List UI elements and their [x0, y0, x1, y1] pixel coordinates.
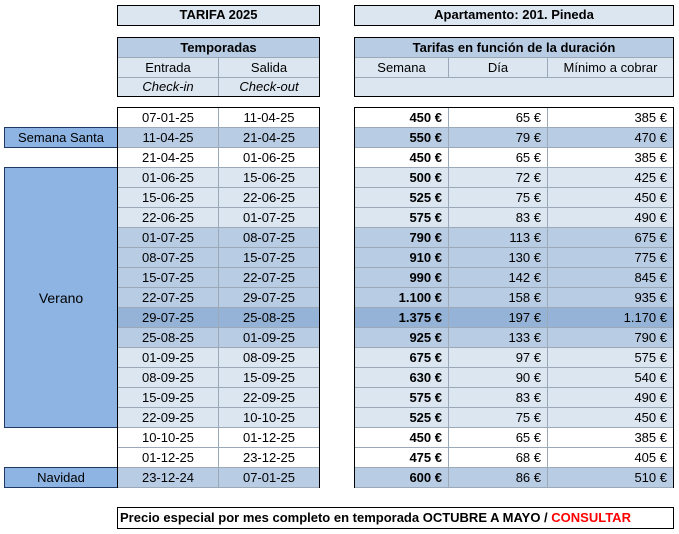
min-price: 425 €: [548, 168, 673, 188]
checkin-date: 08-09-25: [118, 368, 219, 388]
week-price: 475 €: [355, 448, 449, 468]
min-price: 790 €: [548, 328, 673, 348]
price-row: [355, 288, 673, 308]
day-price: 68 €: [449, 448, 548, 468]
price-row: [355, 328, 673, 348]
date-row: [118, 348, 319, 368]
checkout-date: 01-09-25: [219, 328, 319, 348]
checkin-date: 01-09-25: [118, 348, 219, 368]
tarifas-title: Tarifas en función de la duración: [355, 38, 673, 58]
season-label: Navidad: [37, 470, 85, 485]
week-price: 450 €: [355, 428, 449, 448]
checkout-date: 15-06-25: [219, 168, 319, 188]
col-checkout: Check-out: [239, 79, 299, 94]
week-price: 575 €: [355, 388, 449, 408]
date-row: [118, 468, 319, 488]
season-label: Semana Santa: [17, 130, 104, 145]
checkin-date: 15-09-25: [118, 388, 219, 408]
tarifa-title: TARIFA 2025: [117, 5, 320, 26]
day-price: 79 €: [449, 128, 548, 148]
temporadas-header: [117, 37, 320, 97]
col-salida: Salida: [219, 58, 319, 78]
checkin-date: 15-06-25: [118, 188, 219, 208]
min-price: 540 €: [548, 368, 673, 388]
temporadas-title: Temporadas: [118, 38, 319, 58]
consultar-link[interactable]: CONSULTAR: [551, 510, 631, 525]
price-row: [355, 108, 673, 128]
min-price: 450 €: [548, 188, 673, 208]
week-price: 450 €: [355, 108, 449, 128]
col-checkin: Check-in: [118, 78, 219, 96]
price-row: [355, 448, 673, 468]
checkout-date: 15-09-25: [219, 368, 319, 388]
day-price: 90 €: [449, 368, 548, 388]
season-semana-santa: [4, 127, 118, 148]
week-price: 550 €: [355, 128, 449, 148]
day-price: 113 €: [449, 228, 548, 248]
price-row: [355, 268, 673, 288]
apartment-title: Apartamento: 201. Pineda: [354, 5, 674, 26]
price-row: [355, 428, 673, 448]
day-price: 97 €: [449, 348, 548, 368]
week-price: 1.375 €: [355, 308, 449, 328]
date-row: [118, 168, 319, 188]
price-row: [355, 408, 673, 428]
checkout-date: 11-04-25: [219, 108, 319, 128]
min-price: 1.170 €: [548, 308, 673, 328]
day-price: 142 €: [449, 268, 548, 288]
date-row: [118, 408, 319, 428]
date-row: [118, 288, 319, 308]
min-price: 490 €: [548, 388, 673, 408]
week-price: 630 €: [355, 368, 449, 388]
week-price: 1.100 €: [355, 288, 449, 308]
day-price: 72 €: [449, 168, 548, 188]
checkout-date: 01-06-25: [219, 148, 319, 168]
price-row: [355, 188, 673, 208]
date-row: [118, 388, 319, 408]
day-price: 65 €: [449, 428, 548, 448]
min-price: 385 €: [548, 108, 673, 128]
date-row: [118, 308, 319, 328]
week-price: 525 €: [355, 408, 449, 428]
checkout-date: 10-10-25: [219, 408, 319, 428]
date-row: [118, 328, 319, 348]
day-price: 83 €: [449, 388, 548, 408]
week-price: 525 €: [355, 188, 449, 208]
day-price: 75 €: [449, 408, 548, 428]
checkout-date: 15-07-25: [219, 248, 319, 268]
week-price: 500 €: [355, 168, 449, 188]
checkin-date: 23-12-24: [118, 468, 219, 488]
season-navidad: [4, 467, 118, 488]
week-price: 990 €: [355, 268, 449, 288]
price-row: [355, 228, 673, 248]
checkin-date: 22-06-25: [118, 208, 219, 228]
week-price: 910 €: [355, 248, 449, 268]
checkin-date: 07-01-25: [118, 108, 219, 128]
checkout-date: 22-09-25: [219, 388, 319, 408]
col-dia: Día: [449, 58, 548, 78]
date-row: [118, 368, 319, 388]
date-row: [118, 128, 319, 148]
season-verano: [4, 167, 118, 428]
day-price: 75 €: [449, 188, 548, 208]
min-price: 490 €: [548, 208, 673, 228]
checkout-date: 22-06-25: [219, 188, 319, 208]
price-row: [355, 368, 673, 388]
checkin-date: 22-07-25: [118, 288, 219, 308]
date-row: [118, 208, 319, 228]
date-row: [118, 108, 319, 128]
checkin-date: 15-07-25: [118, 268, 219, 288]
price-row: [355, 468, 673, 488]
date-row: [118, 228, 319, 248]
min-price: 405 €: [548, 448, 673, 468]
day-price: 133 €: [449, 328, 548, 348]
checkin-date: 08-07-25: [118, 248, 219, 268]
checkin-date: 25-08-25: [118, 328, 219, 348]
dates-table: [117, 107, 320, 488]
min-price: 675 €: [548, 228, 673, 248]
checkout-date: 08-07-25: [219, 228, 319, 248]
price-row: [355, 208, 673, 228]
min-price: 385 €: [548, 428, 673, 448]
day-price: 65 €: [449, 148, 548, 168]
day-price: 83 €: [449, 208, 548, 228]
week-price: 675 €: [355, 348, 449, 368]
min-price: 450 €: [548, 408, 673, 428]
checkout-date: 21-04-25: [219, 128, 319, 148]
price-row: [355, 388, 673, 408]
date-row: [118, 448, 319, 468]
week-price: 600 €: [355, 468, 449, 488]
min-price: 775 €: [548, 248, 673, 268]
price-row: [355, 248, 673, 268]
col-semana: Semana: [355, 58, 449, 78]
checkin-date: 01-06-25: [118, 168, 219, 188]
prices-table: [354, 107, 674, 488]
week-price: 575 €: [355, 208, 449, 228]
checkin-date: 01-07-25: [118, 228, 219, 248]
season-label: Verano: [38, 289, 84, 306]
day-price: 197 €: [449, 308, 548, 328]
date-row: [118, 188, 319, 208]
footer-note: [117, 507, 674, 529]
checkin-date: 01-12-25: [118, 448, 219, 468]
price-row: [355, 128, 673, 148]
checkin-date: 11-04-25: [118, 128, 219, 148]
checkin-date: 22-09-25: [118, 408, 219, 428]
checkout-date: 01-07-25: [219, 208, 319, 228]
day-price: 130 €: [449, 248, 548, 268]
price-row: [355, 168, 673, 188]
date-row: [118, 248, 319, 268]
tarifas-header: [354, 37, 674, 97]
min-price: 470 €: [548, 128, 673, 148]
price-row: [355, 348, 673, 368]
min-price: 575 €: [548, 348, 673, 368]
day-price: 158 €: [449, 288, 548, 308]
week-price: 925 €: [355, 328, 449, 348]
min-price: 385 €: [548, 148, 673, 168]
date-row: [118, 268, 319, 288]
checkout-date: 22-07-25: [219, 268, 319, 288]
checkout-date: 23-12-25: [219, 448, 319, 468]
checkout-date: 25-08-25: [219, 308, 319, 328]
checkout-date: 08-09-25: [219, 348, 319, 368]
col-minimo: Mínimo a cobrar: [548, 58, 673, 78]
price-row: [355, 148, 673, 168]
day-price: 86 €: [449, 468, 548, 488]
checkout-date: 29-07-25: [219, 288, 319, 308]
week-price: 450 €: [355, 148, 449, 168]
day-price: 65 €: [449, 108, 548, 128]
date-row: [118, 148, 319, 168]
checkin-date: 21-04-25: [118, 148, 219, 168]
checkout-date: 07-01-25: [219, 468, 319, 488]
min-price: 845 €: [548, 268, 673, 288]
checkout-date: 01-12-25: [219, 428, 319, 448]
min-price: 935 €: [548, 288, 673, 308]
checkin-date: 29-07-25: [118, 308, 219, 328]
checkin-date: 10-10-25: [118, 428, 219, 448]
col-entrada: Entrada: [118, 58, 219, 78]
date-row: [118, 428, 319, 448]
min-price: 510 €: [548, 468, 673, 488]
footer-text: Precio especial por mes completo en temporada OCTUBRE A MAYO /: [120, 510, 552, 525]
week-price: 790 €: [355, 228, 449, 248]
price-row: [355, 308, 673, 328]
